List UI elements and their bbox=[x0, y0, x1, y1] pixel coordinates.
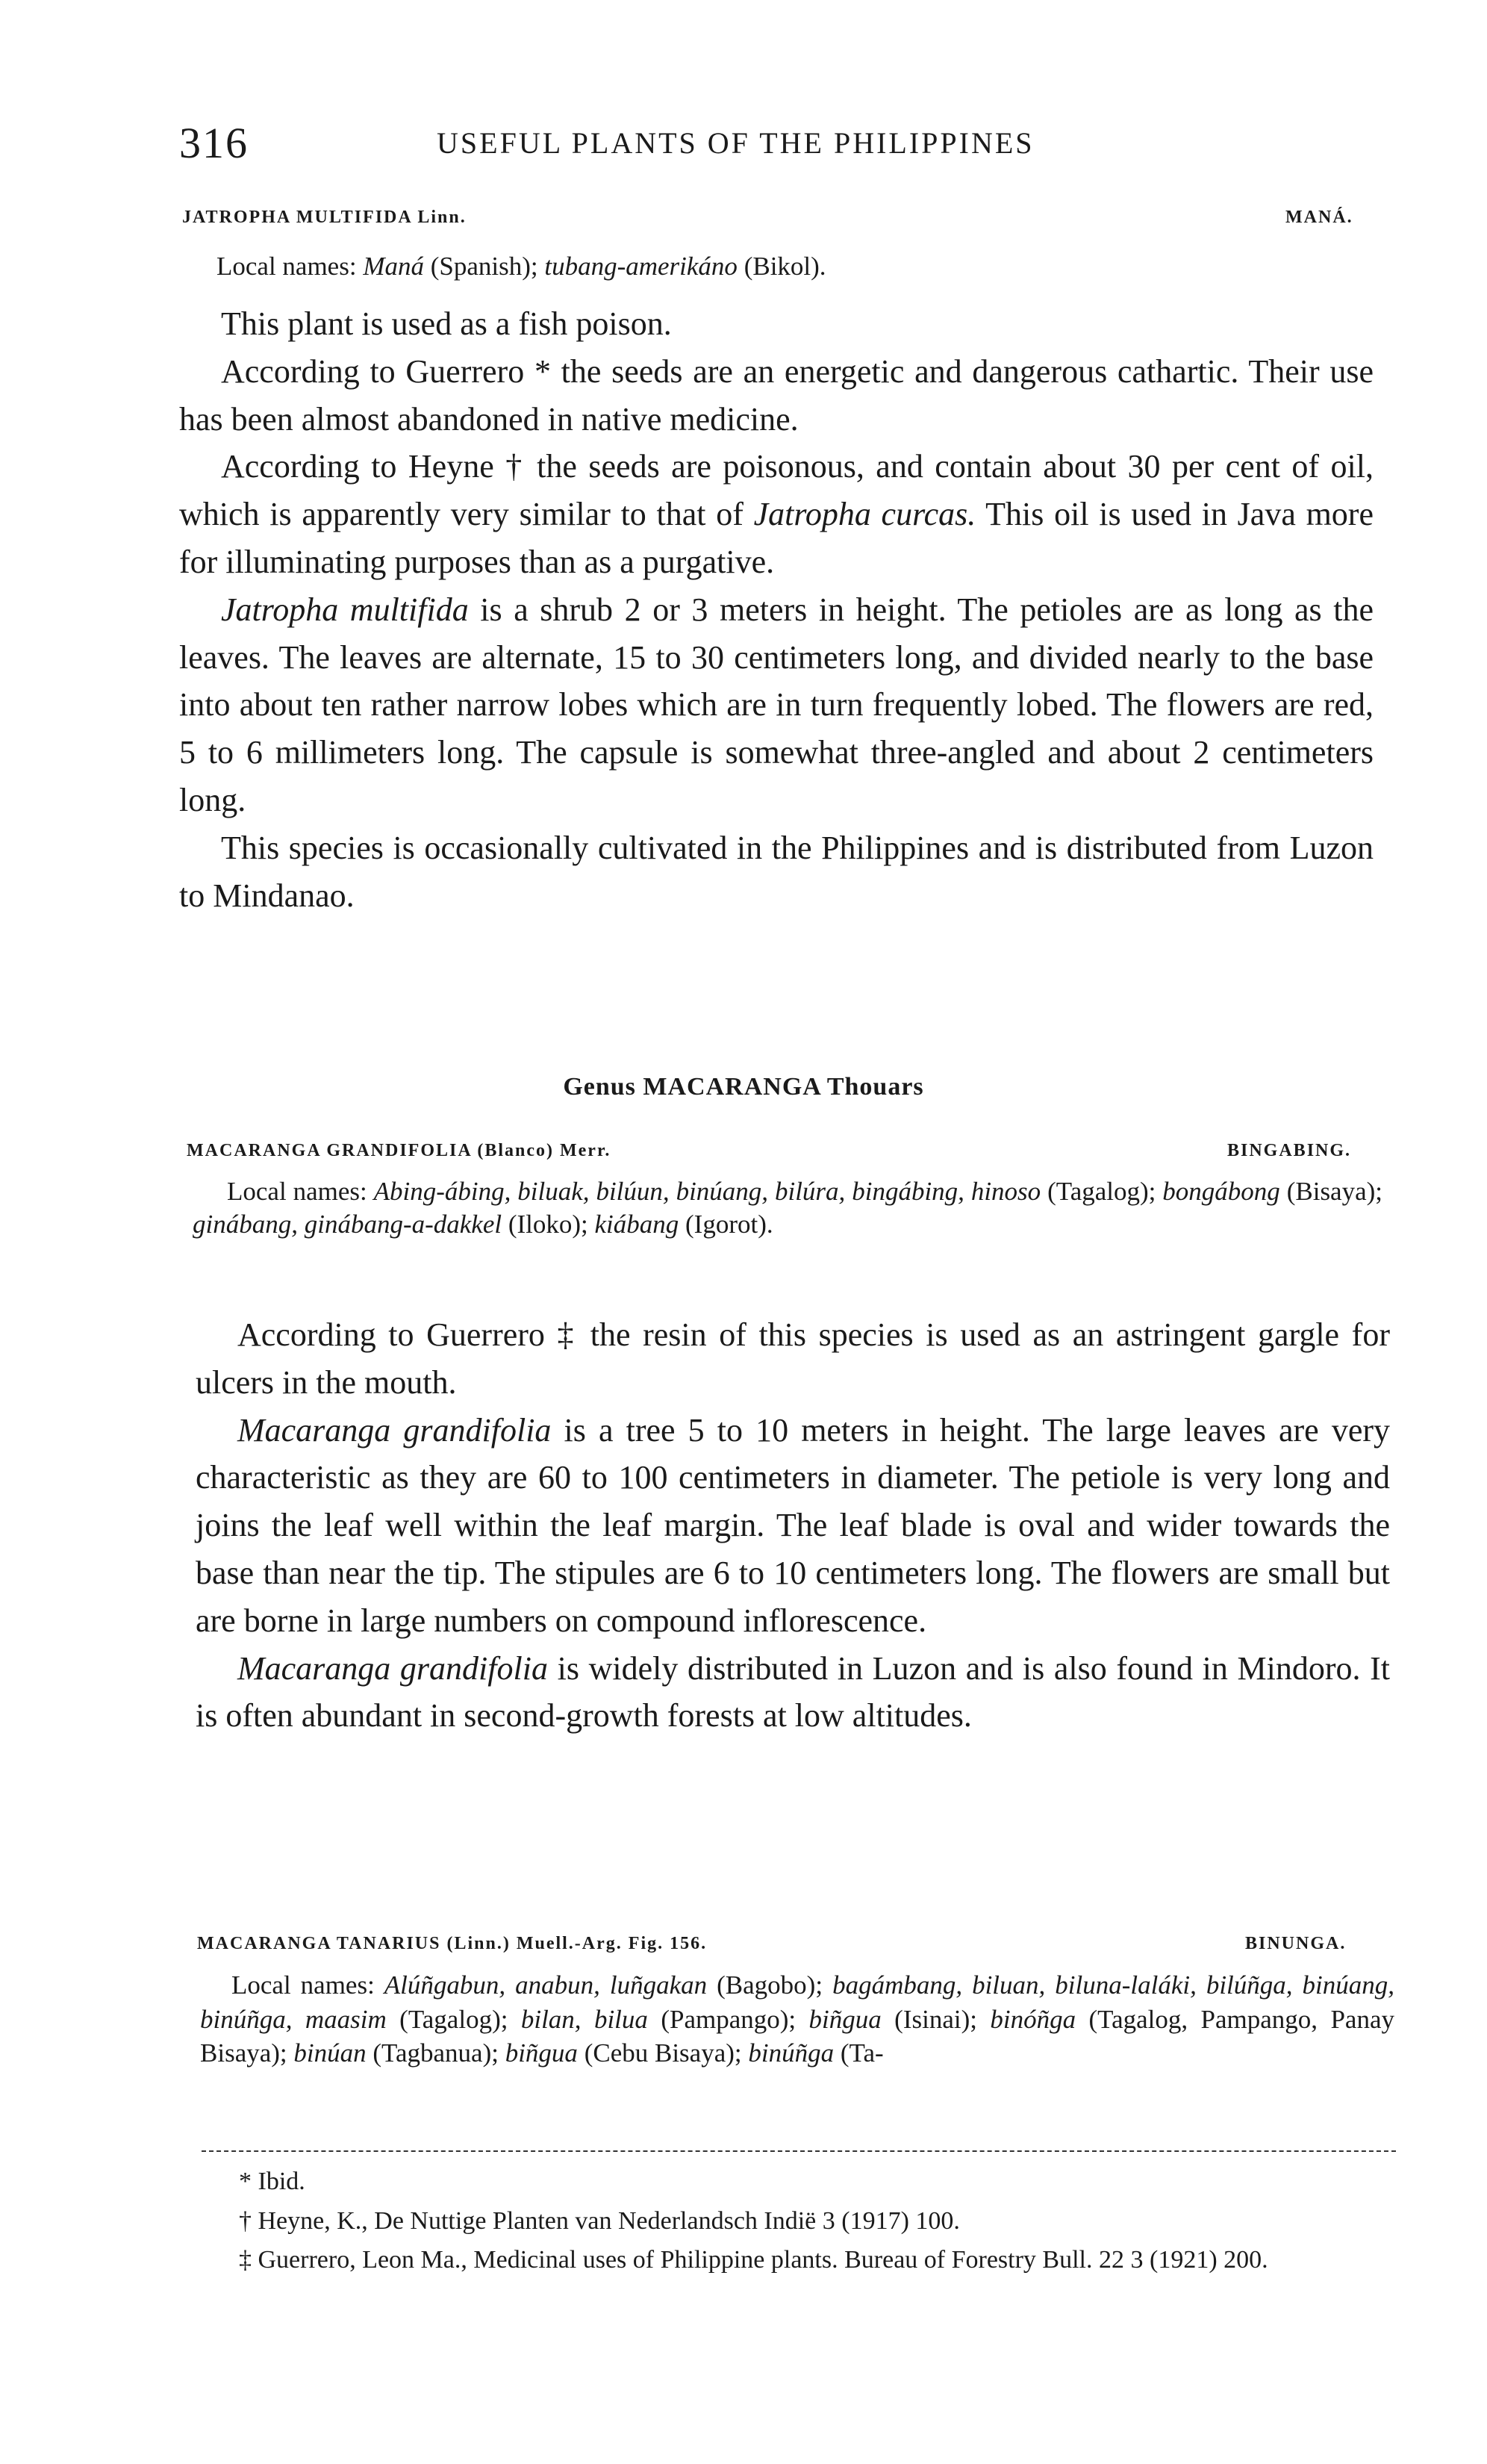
local-names-italic: bilan, bilua bbox=[520, 2004, 648, 2034]
local-names-italic: binóñga bbox=[990, 2004, 1076, 2034]
text: is a tree 5 to 10 meters in height. The large leaves are very characteristic as they are 60 to 100 centimeters in diameter. The petiole is very long and joins the leaf well within the leaf margin. The leaf blade is oval and wider towards the base than near the tip. The stipules are 6 to 10 centimeters long. The flowers are small but are borne in large numbers on compound inflorescence. bbox=[196, 1411, 1390, 1639]
grandifolia-body bbox=[196, 1311, 1390, 1740]
common-name-grandifolia: BINGABING. bbox=[1227, 1141, 1352, 1160]
footnote-divider bbox=[202, 2150, 1396, 2152]
local-names-italic: biñgua bbox=[505, 2038, 578, 2068]
common-name-jatropha: MANÁ. bbox=[1285, 208, 1353, 227]
local-name-lang: (Bisaya); bbox=[1279, 1177, 1383, 1206]
paragraph: This species is occasionally cultivated in the Philippines and is distributed from Luzon to Mindanao. bbox=[179, 829, 1374, 914]
species-italic: Jatropha curcas. bbox=[753, 496, 976, 533]
paragraph: According to Guerrero ‡ the resin of this species is used as an astringent gargle for ulcers in the mouth. bbox=[196, 1316, 1390, 1401]
species-italic: Jatropha multifida bbox=[221, 591, 469, 628]
paragraph: According to Guerrero * the seeds are an energetic and dangerous cathartic. Their use has been almost abandoned in native medicine. bbox=[179, 352, 1374, 438]
local-name-lang: (Bikol). bbox=[737, 252, 826, 281]
local-names-italic: kiábang bbox=[594, 1210, 679, 1239]
paragraph bbox=[179, 443, 1374, 585]
species-heading-jatropha: JATROPHA MULTIFIDA Linn. bbox=[182, 208, 467, 227]
footnote-1: * Ibid. bbox=[239, 2168, 305, 2195]
footnote-2: † Heyne, K., De Nuttige Planten van Nederlandsch Indië 3 (1917) 100. bbox=[239, 2206, 960, 2235]
local-name-lang: (Tagalog); bbox=[386, 2004, 521, 2034]
local-names-italic: binúñga bbox=[748, 2038, 835, 2068]
paragraph: This plant is used as a fish poison. bbox=[221, 305, 672, 342]
species-heading-grandifolia: MACARANGA GRANDIFOLIA (Blanco) Merr. bbox=[187, 1141, 611, 1160]
local-name-lang: (Cebu Bisaya); bbox=[577, 2038, 749, 2068]
local-names-italic: Alúñgabun, anabun, luñgakan bbox=[384, 1970, 708, 2000]
genus-heading: Genus MACARANGA Thouars bbox=[563, 1073, 924, 1101]
running-title: USEFUL PLANTS OF THE PHILIPPINES bbox=[437, 126, 1035, 160]
common-name-tanarius: BINUNGA. bbox=[1245, 1934, 1347, 1953]
local-name-spanish: Maná bbox=[363, 252, 424, 281]
local-names-italic: binúan bbox=[293, 2038, 367, 2068]
local-name-lang: (Isinai); bbox=[881, 2004, 991, 2034]
species-italic: Macaranga grandifolia bbox=[237, 1649, 548, 1687]
text: According to Heyne † the seeds are poisonous, and contain about 30 per cent of oil, which is apparently very similar to that of bbox=[179, 448, 1374, 533]
local-name-lang: (Tagbanua); bbox=[366, 2038, 505, 2068]
page-number: 316 bbox=[179, 119, 249, 167]
local-names-italic: biñgua bbox=[808, 2004, 882, 2034]
local-name-lang: (Igorot). bbox=[679, 1210, 773, 1239]
local-name-lang: (Tagalog); bbox=[1041, 1177, 1163, 1206]
text: is widely distributed in Luzon and is also found in Mindoro. It is often abundant in second-growth forests at low altitudes. bbox=[196, 1649, 1390, 1735]
local-name-lang: (Tagalog, Pampango, Panay Bisaya); bbox=[200, 2004, 1395, 2068]
local-name-lang: (Ta- bbox=[834, 2038, 884, 2068]
local-names-italic: bongábong bbox=[1162, 1177, 1280, 1206]
paragraph bbox=[196, 1645, 1390, 1740]
footnote-3: ‡ Guerrero, Leon Ma., Medicinal uses of Philippine plants. Bureau of Forestry Bull. 22 3 (1921) 200. bbox=[239, 2246, 1268, 2274]
local-names-italic: bagámbang, biluan, biluna-laláki, bilúñga, binúang, binúñga, maasim bbox=[200, 1970, 1394, 2034]
paragraph bbox=[196, 1407, 1390, 1645]
local-names-label: Local names: bbox=[231, 1970, 384, 2000]
footnotes bbox=[209, 2162, 1396, 2280]
local-names-label: Local names: bbox=[227, 1177, 374, 1206]
local-names-italic: ginábang, ginábang-a-dakkel bbox=[193, 1210, 502, 1239]
local-name-lang: (Spanish); bbox=[423, 252, 545, 281]
jatropha-body bbox=[179, 300, 1374, 919]
local-names-tanarius bbox=[200, 1968, 1394, 2071]
local-name-lang: (Bagobo); bbox=[707, 1970, 833, 2000]
species-italic: Macaranga grandifolia bbox=[237, 1411, 552, 1449]
local-names-jatropha bbox=[216, 250, 1374, 283]
species-heading-tanarius: MACARANGA TANARIUS (Linn.) Muell.-Arg. Fig. 156. bbox=[197, 1934, 708, 1953]
local-names-grandifolia bbox=[193, 1175, 1382, 1241]
local-name-lang: (Iloko); bbox=[502, 1210, 595, 1239]
local-names-label: Local names: bbox=[216, 252, 364, 281]
local-name-bikol: tubang-amerikáno bbox=[544, 252, 738, 281]
local-names-italic: Abing-ábing, biluak, bilúun, binúang, bilúra, bingábing, hinoso bbox=[373, 1177, 1041, 1206]
local-name-lang: (Pampango); bbox=[647, 2004, 809, 2034]
paragraph bbox=[179, 586, 1374, 824]
text: This oil is used in Java more for illuminating purposes than as a purgative. bbox=[179, 496, 1374, 580]
text: is a shrub 2 or 3 meters in height. The petioles are as long as the leaves. The leaves are alternate, 15 to 30 centimeters long, and divided nearly to the base into about ten rather narrow lobes which are in turn frequently lobed. The flowers are red, 5 to 6 millimeters long. The capsule is somewhat three-angled and about 2 centimeters long. bbox=[179, 591, 1374, 818]
